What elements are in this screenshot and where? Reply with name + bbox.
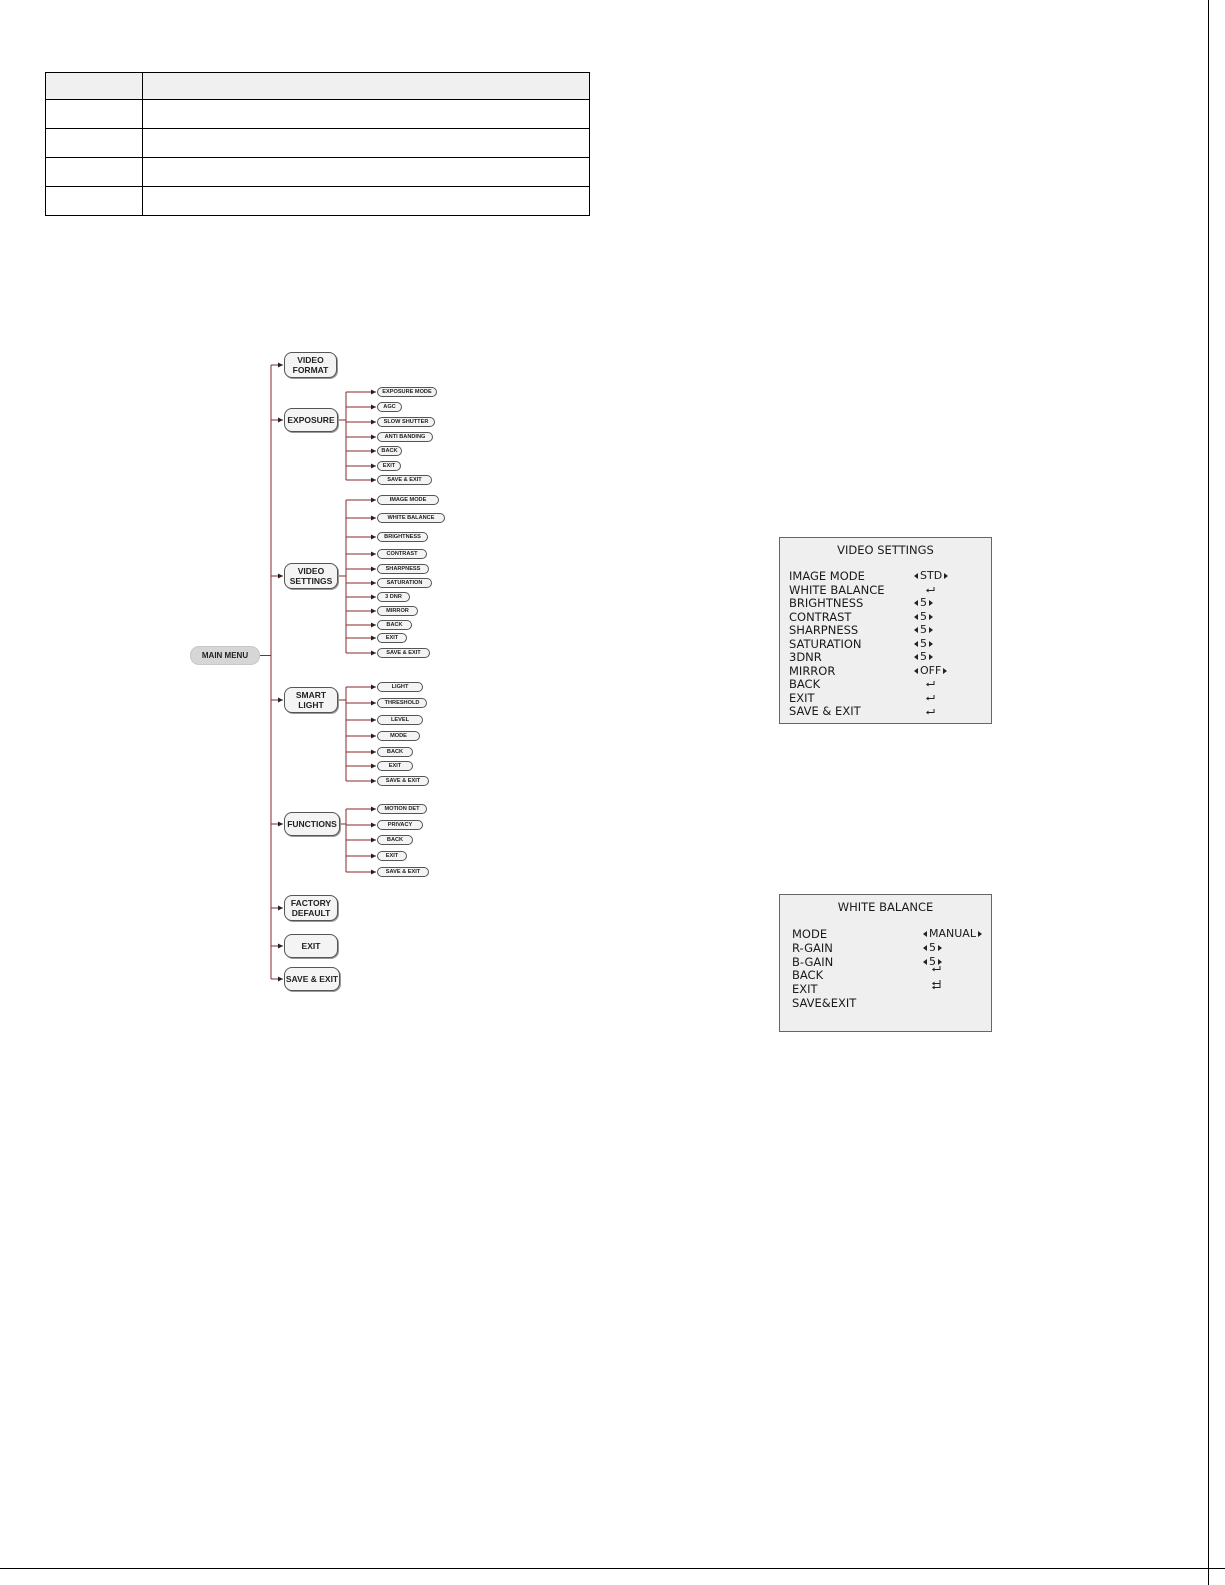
- submenu-item-box: [377, 513, 445, 523]
- submenu-item-box: [377, 532, 428, 542]
- osd-row-label: EXIT: [789, 690, 815, 705]
- submenu-item-box: [377, 776, 429, 786]
- menu-label-line: THRESHOLD: [384, 700, 420, 706]
- menu-box-label: [385, 594, 402, 600]
- arrowhead-icon: [371, 870, 376, 875]
- osd-menu-row: [780, 691, 991, 705]
- osd-row-value: [914, 596, 933, 610]
- menu-box-label: [386, 853, 398, 859]
- menu-box-label: [383, 404, 395, 410]
- osd-menu-row: [780, 955, 991, 969]
- menu-label-line: 3 DNR: [385, 594, 402, 600]
- submenu-item-box: [377, 633, 407, 643]
- menu-box-label: [387, 580, 423, 586]
- submenu-item-box: [377, 432, 433, 442]
- menu-box-label: [386, 869, 420, 875]
- menu-label-line: MAIN MENU: [201, 651, 249, 660]
- arrowhead-icon: [371, 779, 376, 784]
- menu-item-box: [284, 934, 338, 958]
- menu-label-line: CONTRAST: [386, 551, 418, 557]
- menu-box-label: [386, 566, 421, 572]
- menu-label-line: BACK: [386, 837, 404, 843]
- osd-title: VIDEO SETTINGS: [837, 543, 934, 557]
- osd-row-label: WHITE BALANCE: [789, 582, 885, 597]
- left-arrow-icon: [914, 573, 918, 579]
- submenu-item-box: [377, 820, 423, 830]
- enter-return-icon: [932, 966, 941, 972]
- osd-row-label: R-GAIN: [792, 940, 833, 955]
- submenu-item-box: [377, 648, 430, 658]
- arrowhead-icon: [371, 390, 376, 395]
- menu-label-line: ANTI BANDING: [384, 434, 426, 440]
- osd-menu-row: [780, 623, 991, 637]
- submenu-item-box: [377, 747, 413, 757]
- osd-row-label: IMAGE MODE: [789, 569, 865, 583]
- arrowhead-icon: [371, 609, 376, 614]
- arrowhead-icon: [278, 944, 283, 949]
- submenu-item-box: [377, 682, 423, 692]
- arrowhead-icon: [371, 435, 376, 440]
- submenu-item-box: [377, 578, 432, 588]
- enter-return-icon: [926, 681, 935, 687]
- menu-label-line: EXIT: [385, 635, 399, 641]
- submenu-item-box: [377, 461, 401, 471]
- menu-box-label: [291, 898, 331, 918]
- osd-menu-row: [780, 677, 991, 691]
- left-arrow-icon: [923, 931, 927, 937]
- menu-box-label: [381, 448, 397, 454]
- osd-row-value: [914, 637, 933, 651]
- menu-box-label: [290, 566, 333, 586]
- arrowhead-icon: [371, 552, 376, 557]
- menu-label-line: WHITE BALANCE: [387, 515, 435, 521]
- menu-box-label: [386, 778, 420, 784]
- menu-label-line: SHARPNESS: [385, 566, 421, 572]
- arrowhead-icon: [371, 595, 376, 600]
- arrowhead-icon: [371, 823, 376, 828]
- arrowhead-icon: [371, 420, 376, 425]
- osd-row-value: [923, 941, 942, 955]
- osd-row-value: [923, 927, 982, 941]
- menu-label-line: SATURATION: [386, 580, 423, 586]
- osd-menu-row: [780, 637, 991, 651]
- submenu-item-box: [377, 549, 427, 559]
- menu-box-label: [386, 622, 402, 628]
- menu-item-box: [284, 895, 338, 921]
- osd-value-text: 5: [920, 596, 927, 609]
- video-settings-osd-panel: [779, 537, 992, 724]
- osd-row-label: BRIGHTNESS: [789, 596, 864, 610]
- menu-label-line: BACK: [386, 749, 404, 755]
- menu-box-label: [287, 415, 334, 425]
- menu-label-line: LIGHT: [298, 700, 324, 710]
- submenu-item-box: [377, 867, 429, 877]
- menu-label-line: MODE: [390, 733, 407, 739]
- osd-row-label: SAVE&EXIT: [792, 996, 857, 1010]
- menu-label-line: SMART: [295, 690, 327, 700]
- menu-box-label: [388, 515, 435, 521]
- osd-row-label: MODE: [792, 927, 828, 941]
- osd-menu-row: [780, 583, 991, 597]
- menu-label-line: VIDEO: [297, 566, 325, 576]
- menu-label-line: SAVE & EXIT: [386, 650, 421, 656]
- arrowhead-icon: [278, 418, 283, 423]
- arrowhead-icon: [371, 464, 376, 469]
- submenu-item-box: [377, 417, 435, 427]
- menu-label-line: EXIT: [301, 941, 321, 951]
- white-balance-osd-panel: [779, 894, 992, 1032]
- submenu-item-box: [377, 731, 420, 741]
- menu-item-box: [284, 812, 340, 836]
- arrowhead-icon: [371, 498, 376, 503]
- submenu-item-box: [377, 446, 402, 456]
- arrowhead-icon: [371, 807, 376, 812]
- submenu-item-box: [377, 715, 423, 725]
- menu-label-line: IMAGE MODE: [389, 497, 427, 503]
- menu-box-label: [382, 389, 431, 395]
- menu-label-line: LEVEL: [390, 717, 410, 723]
- osd-value-text: MANUAL: [929, 927, 976, 940]
- osd-row-label: SHARPNESS: [789, 623, 859, 637]
- menu-box-label: [391, 717, 409, 723]
- osd-row-label: EXIT: [792, 982, 818, 997]
- osd-menu-row: [780, 650, 991, 664]
- menu-box-label: [387, 837, 403, 843]
- osd-menu-row: [780, 968, 991, 982]
- menu-item-box: [284, 408, 338, 432]
- menu-box-label: [384, 806, 419, 812]
- menu-box-label: [384, 534, 421, 540]
- menu-box-label: [296, 690, 326, 710]
- osd-menu-row: [780, 569, 991, 583]
- right-arrow-icon: [929, 641, 933, 647]
- osd-row-label: SATURATION: [789, 636, 862, 651]
- menu-label-line: FORMAT: [292, 365, 329, 375]
- osd-row-label: CONTRAST: [789, 609, 852, 624]
- menu-box-label: [383, 463, 395, 469]
- osd-menu-row: [780, 941, 991, 955]
- menu-label-line: EXPOSURE: [287, 415, 335, 425]
- menu-box-label: [390, 733, 407, 739]
- submenu-item-box: [377, 620, 412, 630]
- osd-row-label: 3DNR: [789, 650, 822, 664]
- menu-label-line: FACTORY: [290, 898, 332, 908]
- menu-label-line: EXPOSURE MODE: [382, 389, 432, 395]
- menu-label-line: FUNCTIONS: [287, 819, 337, 829]
- arrowhead-icon: [371, 405, 376, 410]
- menu-label-line: SAVE & EXIT: [285, 974, 339, 984]
- arrowhead-icon: [371, 764, 376, 769]
- osd-row-label: SAVE & EXIT: [789, 704, 861, 718]
- menu-box-label: [387, 477, 421, 483]
- right-arrow-icon: [938, 959, 942, 965]
- menu-box-label: [388, 822, 412, 828]
- menu-label-line: SAVE & EXIT: [387, 477, 422, 483]
- osd-menu-row: [780, 610, 991, 624]
- arrowhead-icon: [371, 567, 376, 572]
- menu-box-label: [386, 551, 417, 557]
- menu-box-label: [389, 763, 401, 769]
- menu-label-line: SAVE & EXIT: [385, 869, 421, 875]
- osd-menu-row: [780, 982, 991, 996]
- osd-value-text: 5: [920, 636, 927, 650]
- osd-row-label: MIRROR: [789, 663, 836, 678]
- left-arrow-icon: [914, 614, 918, 620]
- left-arrow-icon: [923, 945, 927, 951]
- right-arrow-icon: [929, 627, 933, 633]
- arrowhead-icon: [371, 854, 376, 859]
- arrowhead-icon: [371, 449, 376, 454]
- arrowhead-icon: [371, 734, 376, 739]
- menu-box-label: [385, 700, 420, 706]
- submenu-item-box: [377, 804, 427, 814]
- osd-value-text: 5: [920, 623, 927, 636]
- arrowhead-icon: [371, 636, 376, 641]
- arrowhead-icon: [278, 363, 283, 368]
- osd-menu-row: [780, 596, 991, 610]
- menu-item-box: [284, 687, 338, 713]
- arrowhead-icon: [278, 574, 283, 579]
- arrowhead-icon: [278, 906, 283, 911]
- arrowhead-icon: [371, 535, 376, 540]
- menu-box-label: [287, 819, 337, 829]
- submenu-item-box: [377, 592, 410, 602]
- osd-value-text: 5: [929, 954, 936, 968]
- submenu-item-box: [377, 761, 413, 771]
- arrowhead-icon: [371, 685, 376, 690]
- right-arrow-icon: [944, 573, 948, 579]
- menu-label-line: AGC: [383, 404, 396, 410]
- menu-label-line: PRIVACY: [387, 822, 413, 828]
- arrowhead-icon: [371, 516, 376, 521]
- submenu-item-box: [377, 475, 432, 485]
- submenu-item-box: [377, 564, 429, 574]
- left-arrow-icon: [914, 641, 918, 647]
- submenu-item-box: [377, 851, 407, 861]
- menu-label-line: EXIT: [382, 463, 396, 469]
- arrowhead-icon: [371, 838, 376, 843]
- menu-box-label: [302, 941, 321, 951]
- right-arrow-icon: [938, 945, 942, 951]
- osd-menu-row: [780, 664, 991, 678]
- enter-return-icon: [926, 587, 935, 593]
- osd-row-value: [914, 650, 933, 664]
- osd-menu-row: [780, 704, 991, 718]
- osd-row-value: [914, 623, 933, 637]
- menu-label-line: VIDEO: [297, 355, 324, 365]
- menu-box-label: [387, 749, 403, 755]
- osd-value-text: 5: [929, 940, 936, 954]
- menu-label-line: BACK: [386, 622, 403, 628]
- right-arrow-icon: [929, 600, 933, 606]
- osd-value-text: 5: [920, 650, 927, 663]
- arrowhead-icon: [371, 623, 376, 628]
- enter-return-icon: [932, 984, 941, 990]
- osd-row-value: [914, 610, 933, 624]
- osd-value-text: OFF: [920, 663, 942, 677]
- main-menu-box: [190, 646, 260, 665]
- left-arrow-icon: [914, 668, 918, 674]
- osd-menu-row: [780, 927, 991, 941]
- osd-row-label: BACK: [792, 968, 824, 983]
- menu-label-line: BACK: [381, 448, 398, 454]
- menu-label-line: EXIT: [388, 763, 402, 769]
- arrowhead-icon: [278, 698, 283, 703]
- right-arrow-icon: [943, 668, 947, 674]
- arrowhead-icon: [371, 581, 376, 586]
- submenu-item-box: [377, 387, 437, 397]
- osd-menu-row: [780, 996, 991, 1010]
- osd-title: WHITE BALANCE: [837, 900, 934, 914]
- arrowhead-icon: [371, 718, 376, 723]
- osd-row-value: [914, 569, 948, 583]
- menu-label-line: MIRROR: [386, 608, 409, 614]
- menu-box-label: [386, 608, 409, 614]
- right-arrow-icon: [929, 614, 933, 620]
- menu-box-label: [386, 650, 420, 656]
- menu-label-line: SAVE & EXIT: [385, 778, 421, 784]
- enter-return-icon: [926, 695, 935, 701]
- arrowhead-icon: [371, 750, 376, 755]
- menu-label-line: LIGHT: [391, 684, 409, 690]
- right-arrow-icon: [929, 654, 933, 660]
- menu-box-label: [392, 684, 409, 690]
- menu-box-label: [386, 635, 398, 641]
- left-arrow-icon: [914, 600, 918, 606]
- right-arrow-icon: [978, 931, 982, 937]
- submenu-item-box: [377, 835, 413, 845]
- menu-label-line: EXIT: [385, 853, 399, 859]
- menu-label-line: DEFAULT: [291, 908, 331, 918]
- menu-item-box: [284, 563, 338, 589]
- osd-value-text: 5: [920, 609, 927, 623]
- menu-box-label: [202, 651, 248, 660]
- arrowhead-icon: [371, 651, 376, 656]
- arrowhead-icon: [278, 822, 283, 827]
- enter-return-icon: [926, 709, 935, 715]
- menu-box-label: [293, 355, 329, 375]
- menu-label-line: SETTINGS: [289, 576, 333, 586]
- submenu-item-box: [377, 495, 439, 505]
- menu-box-label: [384, 419, 429, 425]
- arrowhead-icon: [371, 701, 376, 706]
- menu-box-label: [390, 497, 427, 503]
- osd-row-label: B-GAIN: [792, 954, 834, 969]
- menu-box-label: [286, 974, 338, 984]
- menu-label-line: MOTION DET: [384, 806, 420, 812]
- submenu-item-box: [377, 402, 402, 412]
- submenu-item-box: [377, 698, 427, 708]
- menu-label-line: SLOW SHUTTER: [383, 419, 429, 425]
- menu-item-box: [284, 967, 340, 991]
- osd-value-text: STD: [920, 569, 943, 582]
- osd-row-label: BACK: [789, 677, 821, 691]
- left-arrow-icon: [914, 627, 918, 633]
- arrowhead-icon: [278, 977, 283, 982]
- submenu-item-box: [377, 606, 418, 616]
- menu-box-label: [385, 434, 426, 440]
- left-arrow-icon: [923, 959, 927, 965]
- menu-label-line: BRIGHTNESS: [384, 534, 421, 540]
- osd-row-value: [914, 664, 947, 678]
- menu-item-box: [284, 352, 337, 378]
- left-arrow-icon: [914, 654, 918, 660]
- arrowhead-icon: [371, 478, 376, 483]
